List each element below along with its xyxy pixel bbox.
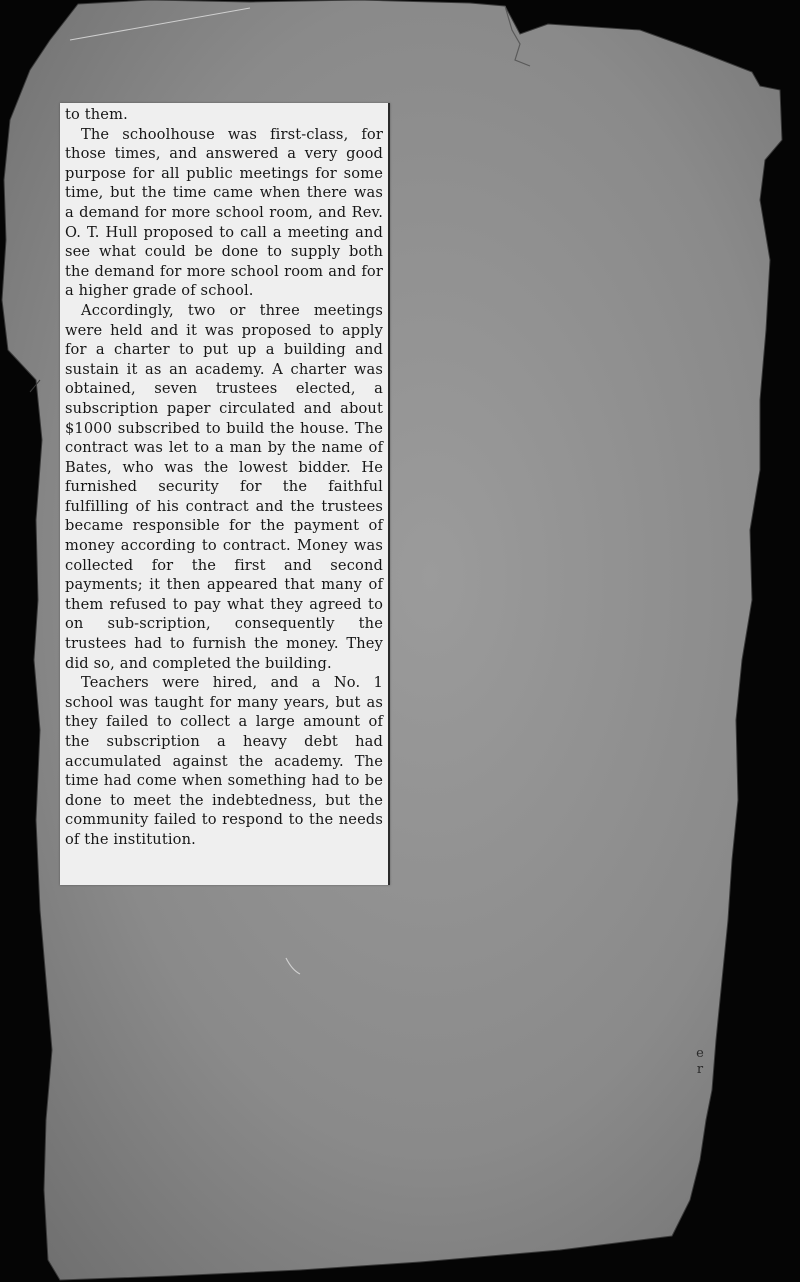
- edge-fragment-text: [694, 1046, 706, 1078]
- edge-fragment-letter: e: [696, 1046, 704, 1061]
- clipping-paragraph: The schoolhouse was first-class, for those times, and answered a very good purpose for all public meetings for some time, but the time came when there was a demand for more school room, and Rev. O. T. Hull proposed to call a meeting and see what could be done to supply both the demand for more school room and for a higher grade of school.: [65, 125, 383, 300]
- newspaper-clipping: [60, 103, 390, 885]
- clipping-paragraph: Teachers were hired, and a No. 1 school was taught for many years, but as they failed to collect a large amount of the subscription a heavy debt had accumulated against the academy. The time had come when something had to be done to meet the indebtedness, but the community failed to respond to the needs of the institution.: [65, 674, 383, 848]
- edge-fragment-letter: r: [696, 1062, 704, 1077]
- clipping-paragraph: to them.: [65, 106, 128, 123]
- clipping-paragraph: Accordingly, two or three meetings were held and it was proposed to apply for a charter to put up a building and sustain it as an academy. A charter was obtained, seven trustees elected, a subscription paper circulated and about $1000 subscribed to build the house. The contract was let to a man by the name of Bates, who was the lowest bidder. He furnished security for the faithful fulfilling of his contract and the trustees became responsible for the payment of money according to contract. Money was collected for the first and second payments; it then appeared that many of them refused to pay what they agreed to on sub-scription, consequently the trustees had to furnish the money. They did so, and completed the building.: [65, 301, 383, 672]
